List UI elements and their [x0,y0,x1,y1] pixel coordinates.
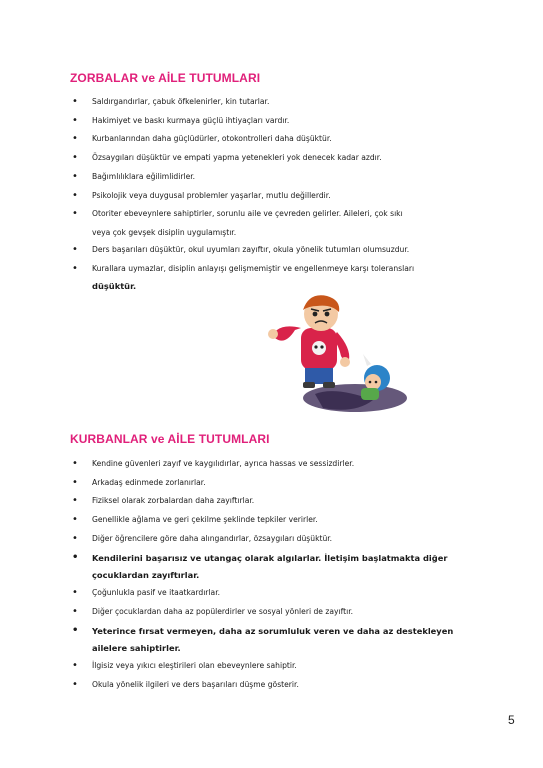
list-item: • Psikolojik veya duygusal problemler yaşarlar, mutlu değillerdir. [70,187,490,206]
list-item: • Okula yönelik ilgileri ve ders başarıları düşme gösterir. [70,676,490,695]
list-item: • İlgisiz veya yıkıcı eleştirileri olan ebeveynlere sahiptir. [70,657,490,676]
list-item: • Arkadaş edinmede zorlanırlar. [70,474,490,493]
list-item: • Bağımlılıklara eğilimlidirler. [70,168,490,187]
list-item: • Genellikle ağlama ve geri çekilme şeklinde tepkiler verirler. [70,511,490,530]
victims-traits-list [70,455,490,695]
list-item: • Özsaygıları düşüktür ve empati yapma yetenekleri yok denecek kadar azdır. [70,149,490,168]
list-item: • Çoğunlukla pasif ve itaatkardırlar. [70,584,490,603]
page-number: 5 [508,713,515,727]
bully-and-victim-illustration [255,290,415,420]
list-item: • Ders başarıları düşüktür, okul uyumları zayıftır, okula yönelik tutumları olumsuzdur. [70,241,490,260]
list-item: • Kendine güvenleri zayıf ve kaygılıdırlar, ayrıca hassas ve sessizdirler. [70,455,490,474]
list-item: • Kurallara uymazlar, disiplin anlayışı gelişmemiştir ve engellenmeye karşı toleransları düşüktür. [70,260,490,296]
list-item: • Kendilerini başarısız ve utangaç olarak algılarlar. İletişim başlatmakta diğer çocuklardan zayıftırlar. [70,549,490,585]
bullies-traits-list [70,93,490,295]
list-item: • Diğer çocuklardan daha az popülerdirler ve sosyal yönleri de zayıftır. [70,603,490,622]
list-item: • Yeterince fırsat vermeyen, daha az sorumluluk veren ve daha az destekleyen ailelere sahiptirler. [70,622,490,658]
section-heading-bullies: ZORBALAR ve AİLE TUTUMLARI [70,71,261,85]
list-item: • Fiziksel olarak zorbalardan daha zayıftırlar. [70,492,490,511]
list-item: • Saldırgandırlar, çabuk öfkelenirler, kin tutarlar. [70,93,490,112]
list-item: • Kurbanlarından daha güçlüdürler, otokontrolleri daha düşüktür. [70,130,490,149]
list-item: • Hakimiyet ve baskı kurmaya güçlü ihtiyaçları vardır. [70,112,490,131]
list-item: • Diğer öğrencilere göre daha alıngandırlar, özsaygıları düşüktür. [70,530,490,549]
section-heading-victims: KURBANLAR ve AİLE TUTUMLARI [70,432,270,446]
list-item: • Otoriter ebeveynlere sahiptirler, sorunlu aile ve çevreden gelirler. Aileleri, çok sıkı veya çok gevşek disiplin uygulamıştır. [70,205,490,241]
